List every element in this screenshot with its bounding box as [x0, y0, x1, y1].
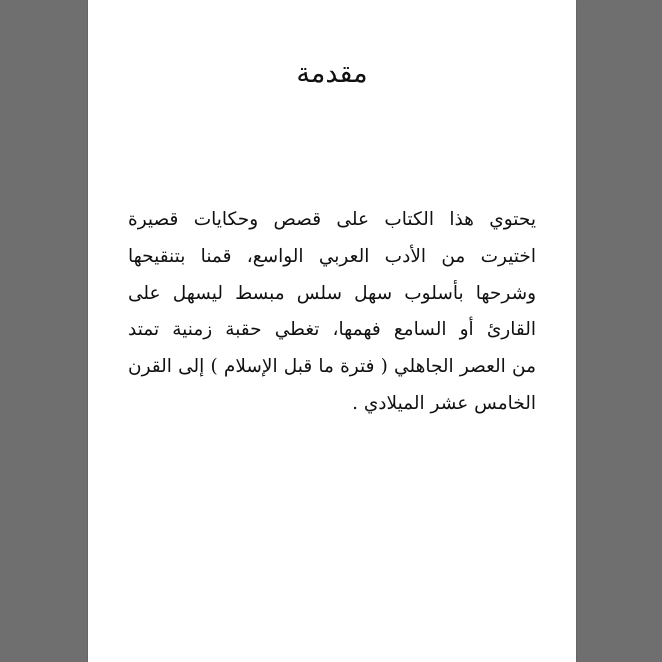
paragraph-line: وشرحها بأسلوب سهل سلس مبسط ليسهل على: [128, 282, 536, 304]
paragraph-line: من العصر الجاهلي ( فترة ما قبل الإسلام ) إلى القرن: [128, 356, 536, 378]
page-title: مقدمة: [296, 58, 368, 89]
body-paragraph: [128, 202, 536, 423]
paragraph-line: القارئ أو السامع فهمها، تغطي حقبة زمنية تمتد: [128, 319, 536, 341]
paragraph-line: الخامس عشر الميلادي .: [352, 392, 536, 414]
paragraph-line: يحتوي هذا الكتاب على قصص وحكايات قصيرة: [128, 209, 536, 230]
document-page: [88, 0, 576, 662]
paragraph-line: اختيرت من الأدب العربي الواسع، قمنا بتنقيحها: [128, 245, 536, 267]
